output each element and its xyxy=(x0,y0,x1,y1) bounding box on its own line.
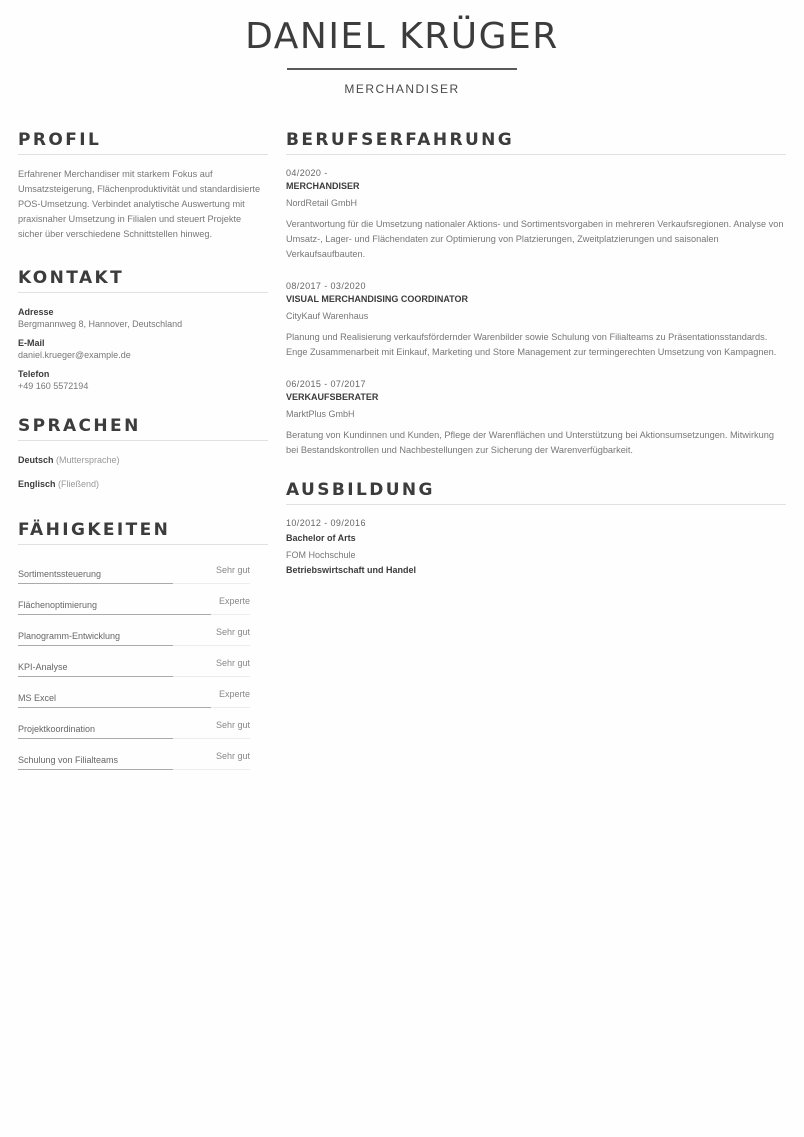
skills-section xyxy=(18,520,268,770)
skill-level: Sehr gut xyxy=(215,751,250,761)
skills-list xyxy=(18,553,268,770)
experience-section xyxy=(286,130,786,458)
profile-section xyxy=(18,130,268,242)
skill-level: Sehr gut xyxy=(215,720,250,730)
contact-value: Bergmannweg 8, Hannover, Deutschland xyxy=(18,319,183,329)
education-degree: Bachelor of Arts xyxy=(286,533,356,543)
language-name: Deutsch xyxy=(18,455,54,465)
job-company: MarktPlus GmbH xyxy=(286,409,355,419)
education-school: FOM Hochschule xyxy=(286,550,356,560)
skill-level: Sehr gut xyxy=(215,565,250,575)
skill-name: MS Excel xyxy=(18,693,57,703)
language-level: (Muttersprache) xyxy=(56,455,120,465)
education-entry xyxy=(286,517,786,576)
job-description: Beratung von Kundinnen und Kunden, Pflege der Warenflächen und Unterstützung bei Aktionsumsetzungen. Mitwirkung bei Bestandskontrollen und Nachbestellungen zur Sicherung der Warenverfügbarkeit. xyxy=(286,430,774,455)
experience-heading: BERUFSERFAHRUNG xyxy=(286,130,786,155)
language-item xyxy=(18,478,268,490)
right-column xyxy=(286,130,786,576)
skill-name: Sortimentssteuerung xyxy=(18,569,102,579)
skill-item xyxy=(18,677,250,708)
contact-value: +49 160 5572194 xyxy=(18,381,89,391)
skills-heading: FÄHIGKEITEN xyxy=(18,520,268,545)
contact-value: daniel.krueger@example.de xyxy=(18,350,131,360)
job-title: MERCHANDISER xyxy=(344,82,460,96)
job-entry xyxy=(286,167,786,262)
job-date: 04/2020 - xyxy=(286,168,328,178)
contact-heading: KONTAKT xyxy=(18,268,268,293)
left-column xyxy=(18,130,268,770)
skill-name: Flächenoptimierung xyxy=(18,600,98,610)
contact-label: Adresse xyxy=(18,307,54,317)
job-role: MERCHANDISER xyxy=(286,181,360,191)
header-divider xyxy=(287,68,517,70)
job-description: Verantwortung für die Umsetzung nationaler Aktions- und Sortimentsvorgaben in mehreren Verkaufsregionen. Analyse von Umsatz-, Lager- und Flächendaten zur Optimierung von Platzierungen, Zweitplatzierungen und saisonalen Verkaufsaufbauten. xyxy=(286,219,784,259)
skill-item xyxy=(18,553,250,584)
contact-address xyxy=(18,306,268,330)
job-company: CityKauf Warenhaus xyxy=(286,311,369,321)
language-level: (Fließend) xyxy=(58,479,100,489)
skill-level: Sehr gut xyxy=(215,658,250,668)
candidate-name: DANIEL KRÜGER xyxy=(245,16,559,57)
skill-name: Projektkoordination xyxy=(18,724,96,734)
skill-level: Experte xyxy=(218,596,250,606)
skill-level: Experte xyxy=(218,689,250,699)
job-date: 08/2017 - 03/2020 xyxy=(286,281,366,291)
education-heading: AUSBILDUNG xyxy=(286,480,786,505)
job-entry xyxy=(286,378,786,458)
skill-item xyxy=(18,708,250,739)
job-date: 06/2015 - 07/2017 xyxy=(286,379,366,389)
skill-item xyxy=(18,615,250,646)
skill-item xyxy=(18,739,250,770)
job-entry xyxy=(286,280,786,360)
languages-section xyxy=(18,416,268,490)
contact-email xyxy=(18,337,268,361)
skill-name: Schulung von Filialteams xyxy=(18,755,119,765)
education-section xyxy=(286,480,786,576)
language-name: Englisch xyxy=(18,479,56,489)
skill-level: Sehr gut xyxy=(215,627,250,637)
profile-text: Erfahrener Merchandiser mit starkem Fokus auf Umsatzsteigerung, Flächenproduktivität und standardisierte POS-Umsetzung. Verbindet analytische Auswertung mit praxisnaher Umsetzung in Filialen und steuert Projekte sicher über verschiedene Schnittstellen hinweg. xyxy=(18,169,261,239)
job-description: Planung und Realisierung verkaufsfördernder Warenbilder sowie Schulung von Filialteams zu Präsentationsstandards. Enge Zusammenarbeit mit Einkauf, Marketing und Store Management zur termingerechten Umsetzung von Kampagnen. xyxy=(286,332,777,357)
contact-phone xyxy=(18,368,268,392)
languages-heading: SPRACHEN xyxy=(18,416,268,441)
contact-section xyxy=(18,268,268,392)
job-role: VERKAUFSBERATER xyxy=(286,392,379,402)
contact-label: Telefon xyxy=(18,369,50,379)
skill-item xyxy=(18,646,250,677)
resume-header xyxy=(0,16,804,96)
skill-name: KPI-Analyse xyxy=(18,662,68,672)
skill-item xyxy=(18,584,250,615)
education-date: 10/2012 - 09/2016 xyxy=(286,518,366,528)
skill-name: Planogramm-Entwicklung xyxy=(18,631,121,641)
contact-label: E-Mail xyxy=(18,338,45,348)
language-item xyxy=(18,454,268,466)
job-role: VISUAL MERCHANDISING COORDINATOR xyxy=(286,294,469,304)
job-company: NordRetail GmbH xyxy=(286,198,358,208)
profile-heading: PROFIL xyxy=(18,130,268,155)
skill-bar xyxy=(18,769,173,770)
education-field: Betriebswirtschaft und Handel xyxy=(286,565,417,575)
